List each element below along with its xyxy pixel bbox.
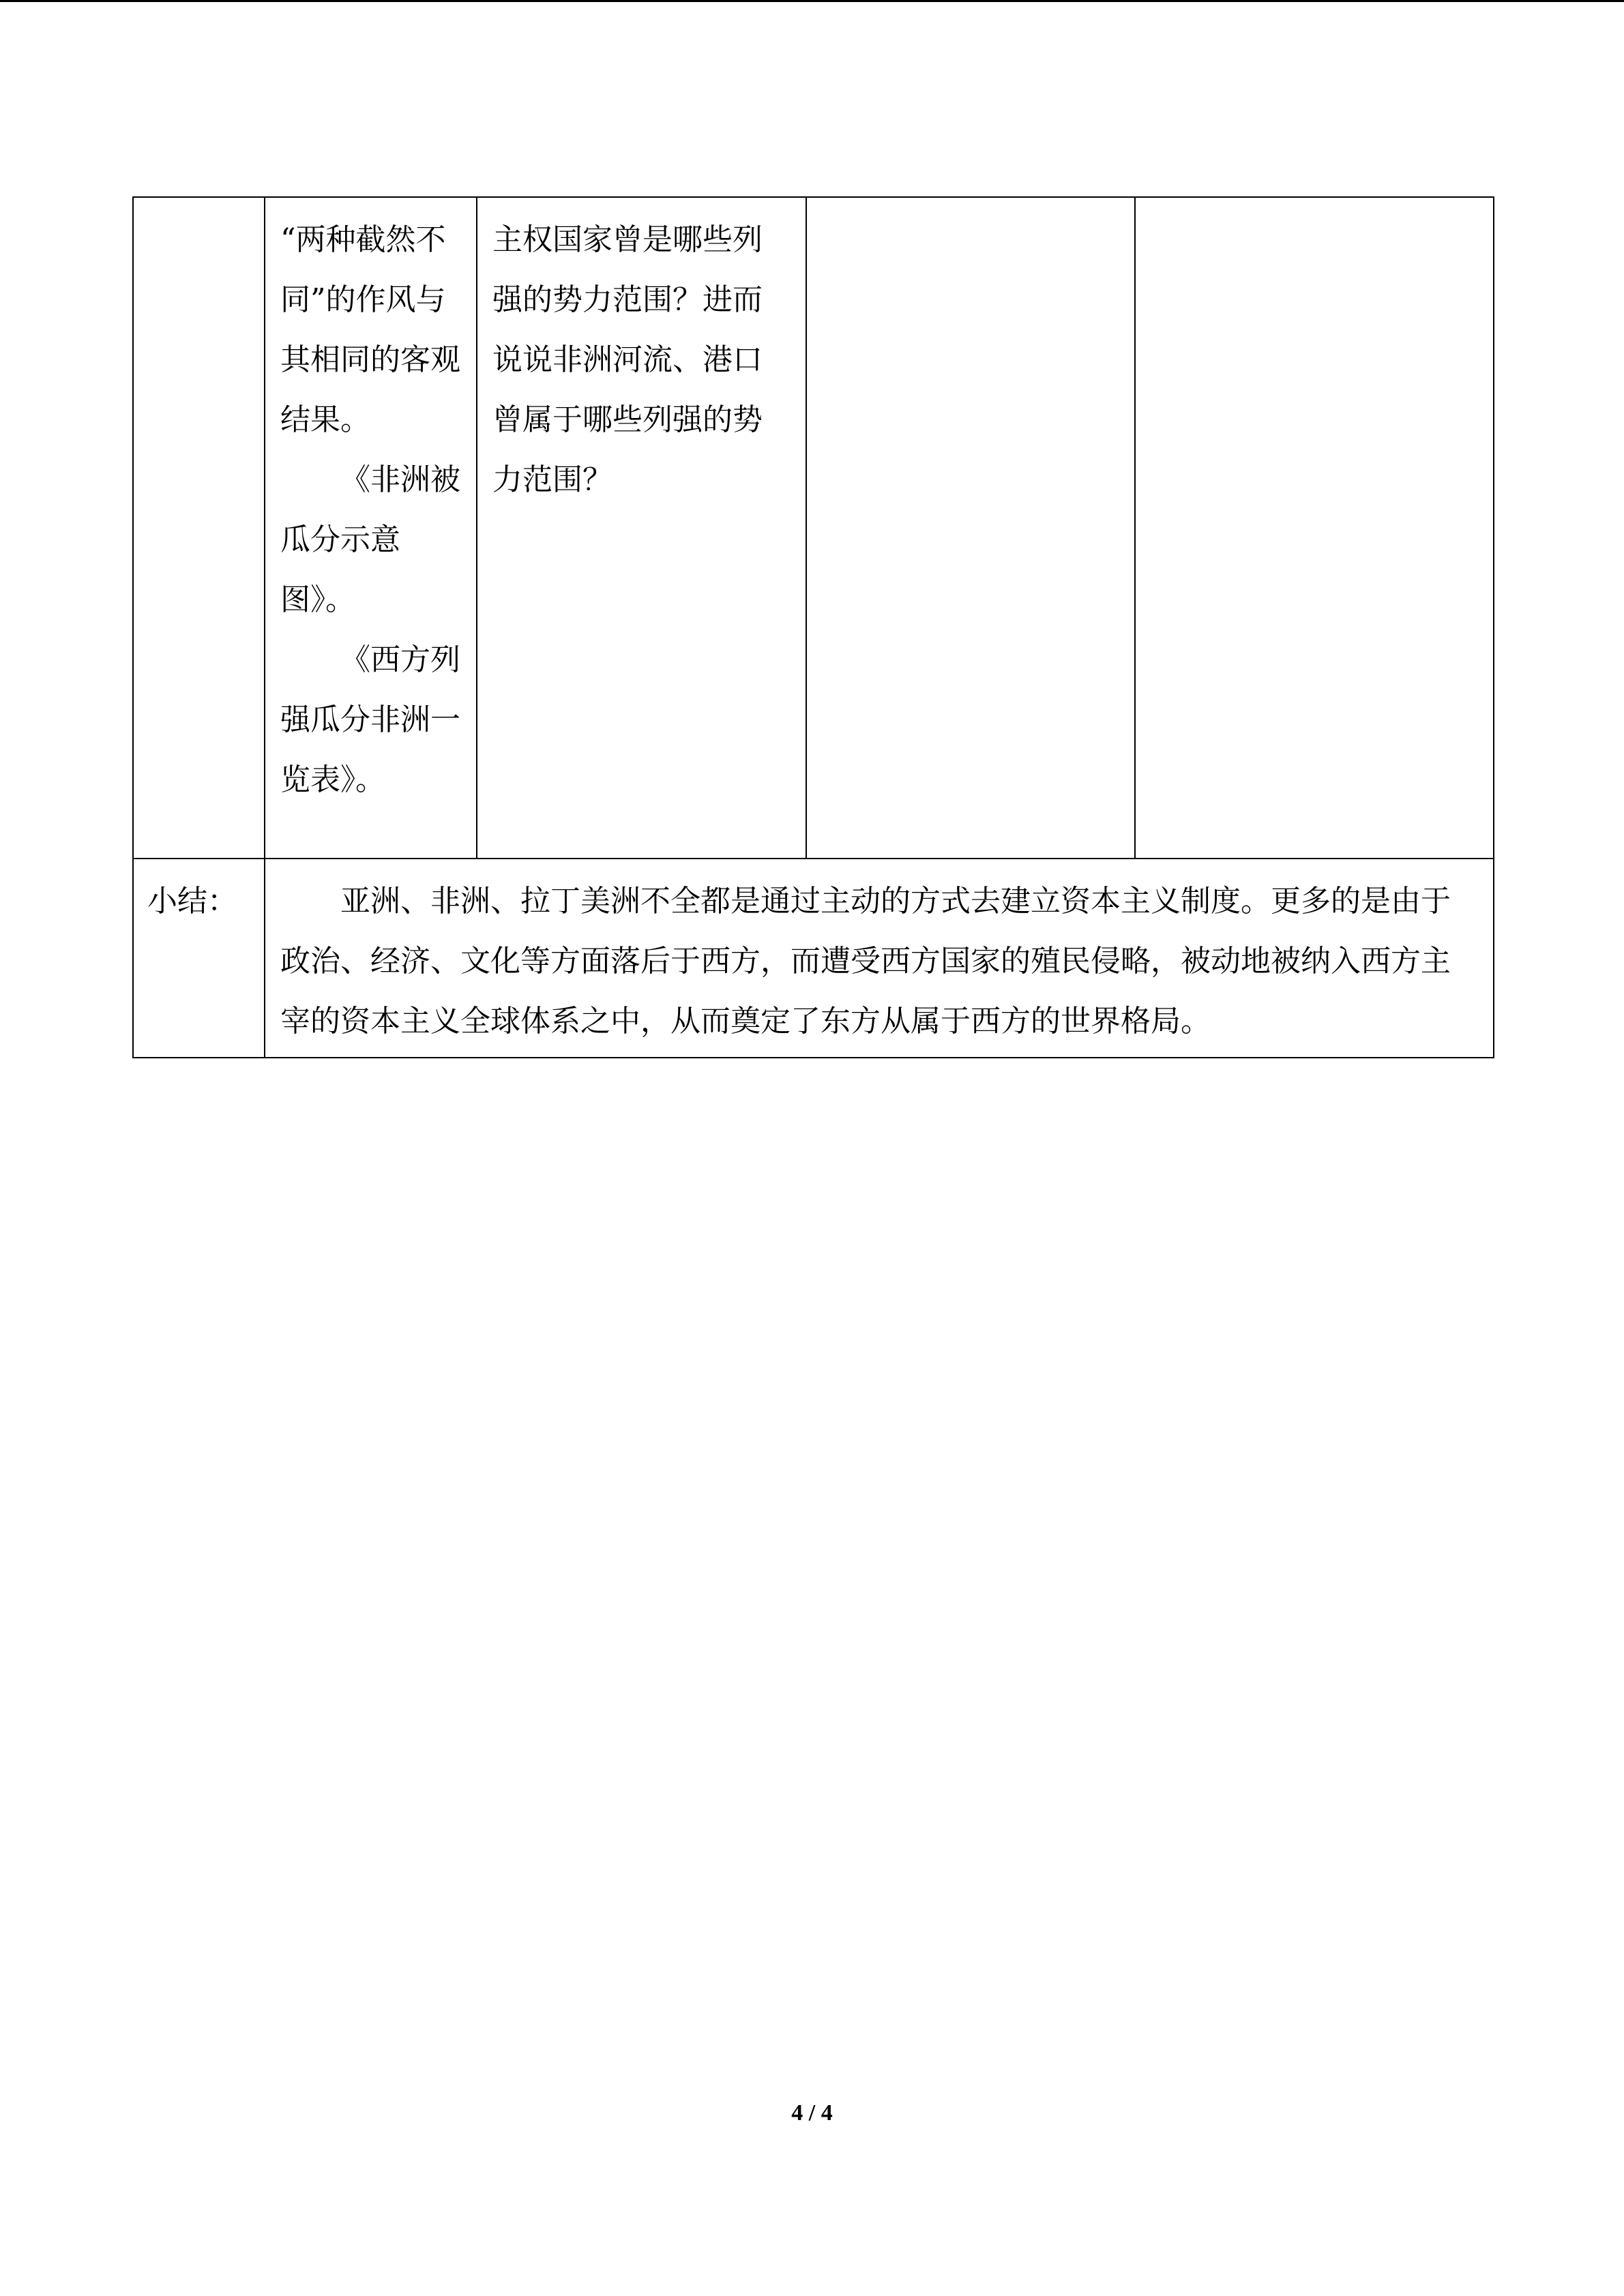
table-cell-empty: [806, 197, 1135, 859]
materials-paragraph: “两种截然不同”的作风与其相同的客观结果。: [280, 222, 460, 437]
summary-text: 亚洲、非洲、拉丁美洲不全都是通过主动的方式去建立资本主义制度。更多的是由于政治、经济、文化等方面落后于西方，而遭受西方国家的殖民侵略，被动地被纳入西方主宰的资本主义全球体系之中，从而奠定了东方从属于西方的世界格局。: [280, 884, 1451, 1039]
summary-label: 小结：: [133, 859, 265, 1058]
materials-paragraph: 《非洲被瓜分示意图》。: [280, 462, 460, 617]
page-top-border: [0, 0, 1624, 2]
summary-row: [133, 859, 1494, 1058]
summary-cell: [265, 859, 1494, 1058]
table-row: [133, 197, 1494, 859]
table-cell-section: [133, 197, 265, 859]
page-number: 4 / 4: [791, 2100, 833, 2126]
questions-paragraph: 主权国家曾是哪些列强的势力范围？进而说说非洲河流、港口曾属于哪些列强的势力范围？: [492, 222, 763, 497]
table-cell-materials: [265, 197, 477, 859]
materials-paragraph: 《西方列强瓜分非洲一览表》。: [280, 642, 460, 797]
lesson-plan-table: [132, 196, 1494, 1058]
table-cell-empty: [1135, 197, 1494, 859]
table-cell-questions: [477, 197, 806, 859]
